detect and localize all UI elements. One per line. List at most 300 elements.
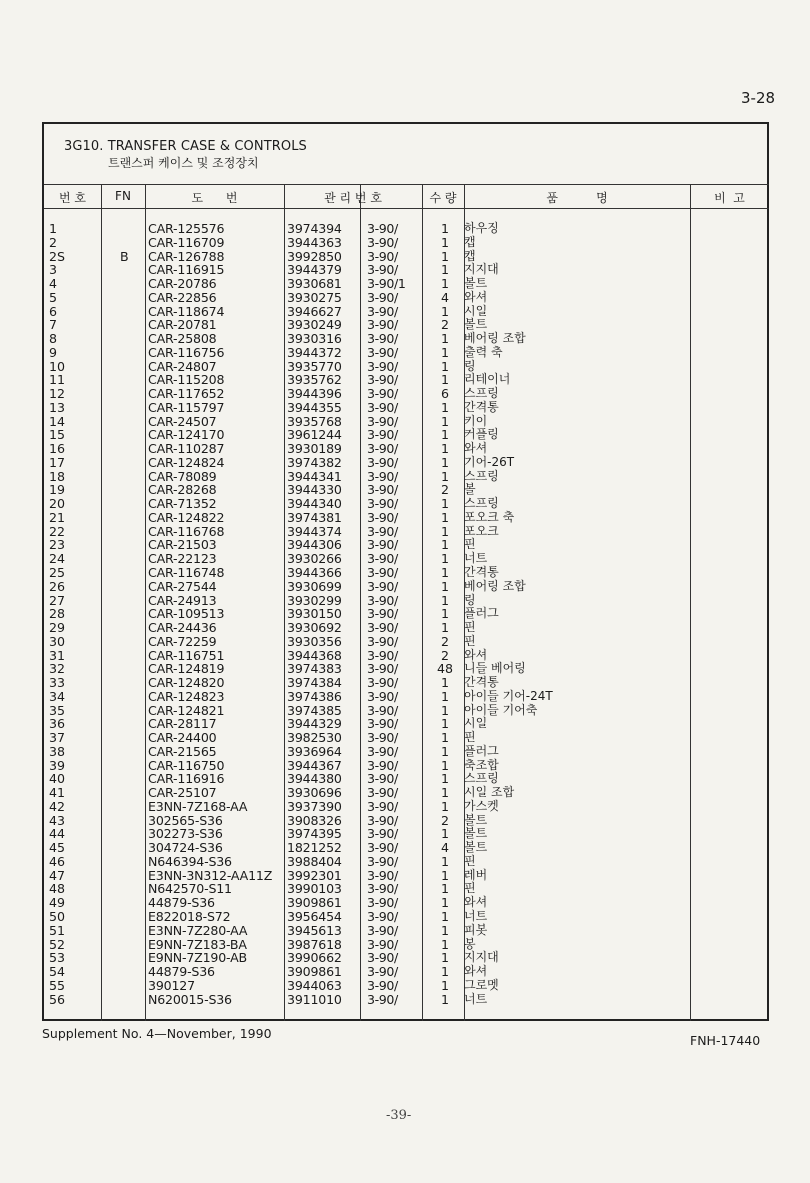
row-part-name: 와셔	[464, 647, 488, 662]
row-quantity: 1	[440, 276, 449, 292]
row-part-name: 아이들 기어-24T	[464, 688, 553, 703]
row-number: 27	[49, 592, 66, 608]
row-quantity: 1	[440, 757, 449, 773]
row-management-number: 3935768	[287, 413, 342, 429]
row-reference: 3-90/	[367, 757, 398, 773]
row-management-number: 3946627	[287, 303, 342, 319]
row-quantity: 2	[440, 317, 449, 333]
table-row	[44, 676, 769, 690]
row-part-name: 와셔	[464, 289, 488, 304]
row-number: 24	[49, 551, 66, 567]
row-part-name: 축조합	[464, 757, 499, 772]
row-number: 12	[49, 386, 66, 402]
row-quantity: 1	[440, 950, 449, 966]
row-management-number: 3930299	[287, 592, 342, 608]
row-part-name: 포오크 축	[464, 509, 515, 524]
row-part-name: 키이	[464, 413, 488, 428]
row-number: 2S	[49, 248, 66, 264]
row-part-name: 봉	[464, 936, 476, 951]
row-drawing-number: CAR-21503	[148, 537, 217, 553]
row-number: 54	[49, 964, 66, 980]
row-part-name: 베어링 조합	[464, 578, 526, 593]
row-part-name: 링	[464, 592, 476, 607]
row-part-name: 지지대	[464, 262, 499, 277]
table-row	[44, 580, 769, 594]
row-management-number: 3992850	[287, 248, 342, 264]
row-number: 5	[49, 289, 58, 305]
row-reference: 3-90/	[367, 413, 398, 429]
row-part-name: 시일	[464, 303, 488, 318]
row-part-name: 리테이너	[464, 372, 511, 387]
row-quantity: 1	[440, 565, 449, 580]
row-part-name: 와셔	[464, 964, 488, 979]
row-drawing-number: CAR-24807	[148, 358, 217, 374]
row-part-name: 스프링	[464, 468, 499, 483]
row-part-name: 간격통	[464, 565, 499, 579]
row-reference: 3-90/	[367, 867, 398, 883]
row-management-number: 3974386	[287, 688, 342, 704]
row-management-number: 3935762	[287, 372, 342, 388]
row-drawing-number: CAR-124820	[148, 675, 225, 691]
row-reference: 3-90/	[367, 578, 398, 594]
row-number: 1	[49, 221, 58, 236]
row-number: 43	[49, 812, 66, 828]
row-management-number: 3945613	[287, 922, 342, 938]
row-reference: 3-90/	[367, 468, 398, 484]
row-quantity: 1	[440, 620, 449, 636]
table-row	[44, 745, 769, 759]
row-quantity: 1	[440, 262, 449, 278]
row-drawing-number: CAR-116750	[148, 757, 225, 773]
row-quantity: 1	[440, 785, 449, 801]
row-number: 32	[49, 661, 66, 677]
row-quantity: 1	[440, 537, 449, 553]
row-reference: 3-90/	[367, 496, 398, 512]
row-quantity: 1	[440, 909, 449, 924]
row-drawing-number: CAR-28268	[148, 482, 217, 498]
row-number: 6	[49, 303, 58, 319]
row-number: 25	[49, 565, 66, 580]
table-row	[44, 924, 769, 938]
section-title: 3G10. TRANSFER CASE & CONTROLS	[64, 139, 307, 154]
row-drawing-number: CAR-115797	[148, 399, 225, 415]
row-management-number: 3930275	[287, 289, 342, 305]
row-number: 40	[49, 771, 66, 787]
row-drawing-number: CAR-115208	[148, 372, 225, 388]
row-part-name: 핀	[464, 537, 476, 552]
row-management-number: 3930681	[287, 276, 342, 292]
row-drawing-number: N620015-S36	[148, 991, 232, 1007]
table-row	[44, 360, 769, 374]
row-reference: 3-90/	[367, 399, 398, 415]
row-number: 11	[49, 372, 66, 388]
table-row	[44, 965, 769, 979]
row-reference: 3-90/	[367, 262, 398, 278]
row-reference: 3-90/	[367, 344, 398, 360]
row-quantity: 1	[440, 427, 449, 443]
table-row	[44, 525, 769, 539]
row-reference: 3-90/	[367, 771, 398, 787]
row-quantity: 1	[440, 991, 449, 1007]
table-row	[44, 497, 769, 511]
row-drawing-number: CAR-25107	[148, 785, 217, 801]
supplement-note: Supplement No. 4—November, 1990	[42, 1026, 272, 1041]
row-reference: 3-90/1	[367, 276, 406, 292]
row-number: 53	[49, 950, 66, 966]
row-quantity: 1	[440, 881, 449, 897]
row-part-name: 스프링	[464, 496, 499, 511]
table-row	[44, 511, 769, 525]
table-row	[44, 277, 769, 291]
row-quantity: 1	[440, 895, 449, 911]
row-quantity: 1	[440, 399, 449, 415]
row-quantity: 1	[440, 441, 449, 457]
row-part-name: 캡	[464, 248, 476, 263]
row-number: 4	[49, 276, 58, 292]
row-number: 38	[49, 743, 66, 759]
row-management-number: 3974381	[287, 509, 342, 525]
row-part-name: 시일 조합	[464, 785, 515, 800]
table-row	[44, 662, 769, 676]
row-quantity: 1	[440, 509, 449, 525]
row-management-number: 3909861	[287, 964, 342, 980]
row-number: 35	[49, 702, 66, 718]
row-drawing-number: CAR-71352	[148, 496, 217, 512]
row-quantity: 1	[440, 578, 449, 594]
table-row	[44, 566, 769, 580]
row-quantity: 1	[440, 592, 449, 608]
row-drawing-number: CAR-21565	[148, 743, 217, 759]
row-management-number: 3974384	[287, 675, 342, 691]
row-number: 13	[49, 399, 66, 415]
row-number: 28	[49, 606, 66, 622]
row-drawing-number: CAR-27544	[148, 578, 217, 594]
row-drawing-number: CAR-126788	[148, 248, 225, 264]
row-drawing-number: CAR-116748	[148, 565, 225, 580]
row-part-name: 볼트	[464, 276, 488, 291]
table-row	[44, 855, 769, 869]
table-row	[44, 731, 769, 745]
row-number: 41	[49, 785, 66, 801]
row-number: 22	[49, 523, 66, 539]
table-row	[44, 896, 769, 910]
row-reference: 3-90/	[367, 565, 398, 580]
table-row	[44, 717, 769, 731]
row-part-name: 볼트	[464, 317, 488, 332]
table-row	[44, 428, 769, 442]
table-row	[44, 690, 769, 704]
table-row	[44, 607, 769, 621]
row-reference: 3-90/	[367, 221, 398, 236]
row-quantity: 1	[440, 221, 449, 236]
header-top-rule	[44, 184, 769, 185]
row-quantity: 6	[440, 386, 449, 402]
row-management-number: 3944063	[287, 977, 342, 993]
table-row	[44, 594, 769, 608]
row-quantity: 1	[440, 248, 449, 264]
row-management-number: 3944374	[287, 523, 342, 539]
table-row	[44, 552, 769, 566]
table-row	[44, 882, 769, 896]
row-part-name: 지지대	[464, 950, 499, 965]
row-drawing-number: CAR-78089	[148, 468, 217, 484]
row-reference: 3-90/	[367, 482, 398, 498]
row-part-name: 플러그	[464, 606, 499, 621]
table-row	[44, 841, 769, 855]
table-row	[44, 456, 769, 470]
row-number: 18	[49, 468, 66, 484]
row-quantity: 4	[440, 840, 449, 856]
row-part-name: 핀	[464, 633, 476, 648]
row-number: 21	[49, 509, 66, 525]
row-part-name: 커플링	[464, 427, 499, 442]
row-number: 56	[49, 991, 66, 1007]
row-reference: 3-90/	[367, 248, 398, 264]
row-reference: 3-90/	[367, 358, 398, 374]
table-row	[44, 415, 769, 429]
row-part-name: 볼트	[464, 826, 488, 841]
row-reference: 3-90/	[367, 895, 398, 911]
row-reference: 3-90/	[367, 840, 398, 856]
row-management-number: 3992301	[287, 867, 342, 883]
row-part-name: 간격통	[464, 399, 499, 414]
row-drawing-number: CAR-116916	[148, 771, 225, 787]
row-number: 50	[49, 909, 66, 924]
header-part-name: 품 명	[546, 191, 608, 205]
row-drawing-number: CAR-116751	[148, 647, 225, 663]
row-number: 45	[49, 840, 66, 856]
table-row	[44, 483, 769, 497]
row-reference: 3-90/	[367, 592, 398, 608]
row-quantity: 1	[440, 716, 449, 732]
row-reference: 3-90/	[367, 950, 398, 966]
row-drawing-number: CAR-25808	[148, 331, 217, 347]
row-drawing-number: CAR-110287	[148, 441, 225, 457]
table-row	[44, 649, 769, 663]
row-number: 26	[49, 578, 66, 594]
row-part-name: 볼트	[464, 840, 488, 855]
row-drawing-number: CAR-72259	[148, 633, 217, 649]
row-part-name: 하우징	[464, 221, 499, 235]
row-drawing-number: 304724-S36	[148, 840, 223, 856]
row-quantity: 1	[440, 743, 449, 759]
table-row	[44, 704, 769, 718]
row-reference: 3-90/	[367, 620, 398, 636]
row-management-number: 3909861	[287, 895, 342, 911]
row-quantity: 1	[440, 867, 449, 883]
row-drawing-number: 302565-S36	[148, 812, 223, 828]
row-part-name: 아이들 기어축	[464, 702, 538, 717]
row-reference: 3-90/	[367, 964, 398, 980]
row-management-number: 3944379	[287, 262, 342, 278]
row-quantity: 1	[440, 702, 449, 718]
row-drawing-number: CAR-24913	[148, 592, 217, 608]
row-drawing-number: CAR-109513	[148, 606, 225, 622]
row-reference: 3-90/	[367, 647, 398, 663]
table-row	[44, 827, 769, 841]
row-number: 16	[49, 441, 66, 457]
table-row	[44, 951, 769, 965]
row-number: 30	[49, 633, 66, 649]
row-management-number: 3974394	[287, 221, 342, 236]
row-part-name: 레버	[464, 867, 488, 882]
row-number: 29	[49, 620, 66, 636]
row-part-name: 플러그	[464, 743, 499, 758]
table-row	[44, 222, 769, 236]
table-row	[44, 635, 769, 649]
table-row	[44, 442, 769, 456]
table-row	[44, 772, 769, 786]
header-qty: 수 량	[429, 191, 457, 205]
row-management-number: 3974385	[287, 702, 342, 718]
parts-table-frame	[42, 122, 769, 1021]
row-quantity: 1	[440, 853, 449, 869]
row-management-number: 3930150	[287, 606, 342, 622]
row-drawing-number: CAR-124170	[148, 427, 225, 443]
row-management-number: 3935770	[287, 358, 342, 374]
row-number: 34	[49, 688, 66, 704]
row-drawing-number: E9NN-7Z183-BA	[148, 936, 247, 952]
row-management-number: 1821252	[287, 840, 342, 856]
row-quantity: 1	[440, 331, 449, 347]
row-quantity: 2	[440, 482, 449, 498]
row-drawing-number: CAR-124821	[148, 702, 225, 718]
row-management-number: 3930696	[287, 785, 342, 801]
row-management-number: 3930356	[287, 633, 342, 649]
row-drawing-number: E9NN-7Z190-AB	[148, 950, 247, 966]
row-reference: 3-90/	[367, 427, 398, 443]
row-management-number: 3982530	[287, 730, 342, 746]
row-quantity: 1	[440, 523, 449, 539]
row-part-name: 그로멧	[464, 977, 499, 992]
row-reference: 3-90/	[367, 977, 398, 993]
row-reference: 3-90/	[367, 633, 398, 649]
row-quantity: 2	[440, 633, 449, 649]
row-part-name: 포오크	[464, 523, 499, 538]
table-row	[44, 373, 769, 387]
row-number: 47	[49, 867, 66, 883]
table-row	[44, 869, 769, 883]
row-drawing-number: CAR-28117	[148, 716, 217, 732]
row-quantity: 1	[440, 771, 449, 787]
row-quantity: 2	[440, 647, 449, 663]
row-number: 36	[49, 716, 66, 732]
header-no: 번 호	[59, 191, 86, 205]
section-subtitle: 트랜스퍼 케이스 및 조정장치	[108, 156, 259, 170]
row-part-name: 핀	[464, 620, 476, 635]
row-quantity: 1	[440, 606, 449, 622]
row-quantity: 1	[440, 922, 449, 938]
row-reference: 3-90/	[367, 372, 398, 388]
row-number: 19	[49, 482, 66, 498]
table-row	[44, 291, 769, 305]
row-management-number: 3911010	[287, 991, 342, 1007]
table-row	[44, 305, 769, 319]
row-number: 20	[49, 496, 66, 512]
row-reference: 3-90/	[367, 702, 398, 718]
table-row	[44, 910, 769, 924]
row-drawing-number: CAR-124819	[148, 661, 225, 677]
row-drawing-number: CAR-117652	[148, 386, 225, 402]
row-number: 49	[49, 895, 66, 911]
row-reference: 3-90/	[367, 798, 398, 814]
row-reference: 3-90/	[367, 826, 398, 842]
row-drawing-number: CAR-124822	[148, 509, 225, 525]
row-drawing-number: CAR-116915	[148, 262, 225, 278]
row-reference: 3-90/	[367, 881, 398, 897]
row-drawing-number: 302273-S36	[148, 826, 223, 842]
row-reference: 3-90/	[367, 441, 398, 457]
row-management-number: 3974383	[287, 661, 342, 677]
row-management-number: 3944341	[287, 468, 342, 484]
row-number: 37	[49, 730, 66, 746]
row-part-name: 스프링	[464, 771, 499, 786]
table-row	[44, 263, 769, 277]
table-row	[44, 814, 769, 828]
row-drawing-number: CAR-22123	[148, 551, 217, 567]
row-part-name: 링	[464, 358, 476, 373]
row-reference: 3-90/	[367, 675, 398, 691]
row-drawing-number: CAR-124823	[148, 688, 225, 704]
table-row	[44, 236, 769, 250]
row-number: 42	[49, 798, 66, 814]
row-management-number: 3930266	[287, 551, 342, 567]
row-management-number: 3930189	[287, 441, 342, 457]
row-drawing-number: 390127	[148, 977, 195, 993]
header-note: 비 고	[714, 191, 745, 205]
row-reference: 3-90/	[367, 730, 398, 746]
row-quantity: 1	[440, 303, 449, 319]
row-quantity: 1	[440, 977, 449, 993]
table-row	[44, 318, 769, 332]
row-management-number: 3990662	[287, 950, 342, 966]
row-part-name: 핀	[464, 730, 476, 745]
row-drawing-number: CAR-116768	[148, 523, 225, 539]
row-part-name: 피봇	[464, 922, 488, 937]
row-reference: 3-90/	[367, 454, 398, 470]
row-management-number: 3944340	[287, 496, 342, 512]
row-number: 51	[49, 922, 66, 938]
row-quantity: 1	[440, 372, 449, 388]
row-management-number: 3930699	[287, 578, 342, 594]
document-code: FNH-17440	[690, 1033, 761, 1048]
table-row	[44, 538, 769, 552]
table-row	[44, 387, 769, 401]
row-part-name: 가스켓	[464, 798, 499, 813]
row-quantity: 1	[440, 551, 449, 567]
header-drawing: 도 번	[191, 191, 238, 205]
row-number: 14	[49, 413, 66, 429]
row-reference: 3-90/	[367, 909, 398, 924]
row-quantity: 1	[440, 826, 449, 842]
row-reference: 3-90/	[367, 523, 398, 539]
row-drawing-number: CAR-24400	[148, 730, 217, 746]
row-reference: 3-90/	[367, 331, 398, 347]
table-row	[44, 346, 769, 360]
row-management-number: 3937390	[287, 798, 342, 814]
header-bottom-rule	[44, 208, 769, 209]
row-number: 33	[49, 675, 66, 691]
row-drawing-number: CAR-116756	[148, 344, 225, 360]
row-reference: 3-90/	[367, 661, 398, 677]
row-management-number: 3944367	[287, 757, 342, 773]
row-reference: 3-90/	[367, 234, 398, 250]
row-part-name: 너트	[464, 551, 488, 566]
row-drawing-number: CAR-24507	[148, 413, 217, 429]
row-number: 7	[49, 317, 58, 333]
row-reference: 3-90/	[367, 922, 398, 938]
row-part-name: 간격통	[464, 675, 499, 690]
